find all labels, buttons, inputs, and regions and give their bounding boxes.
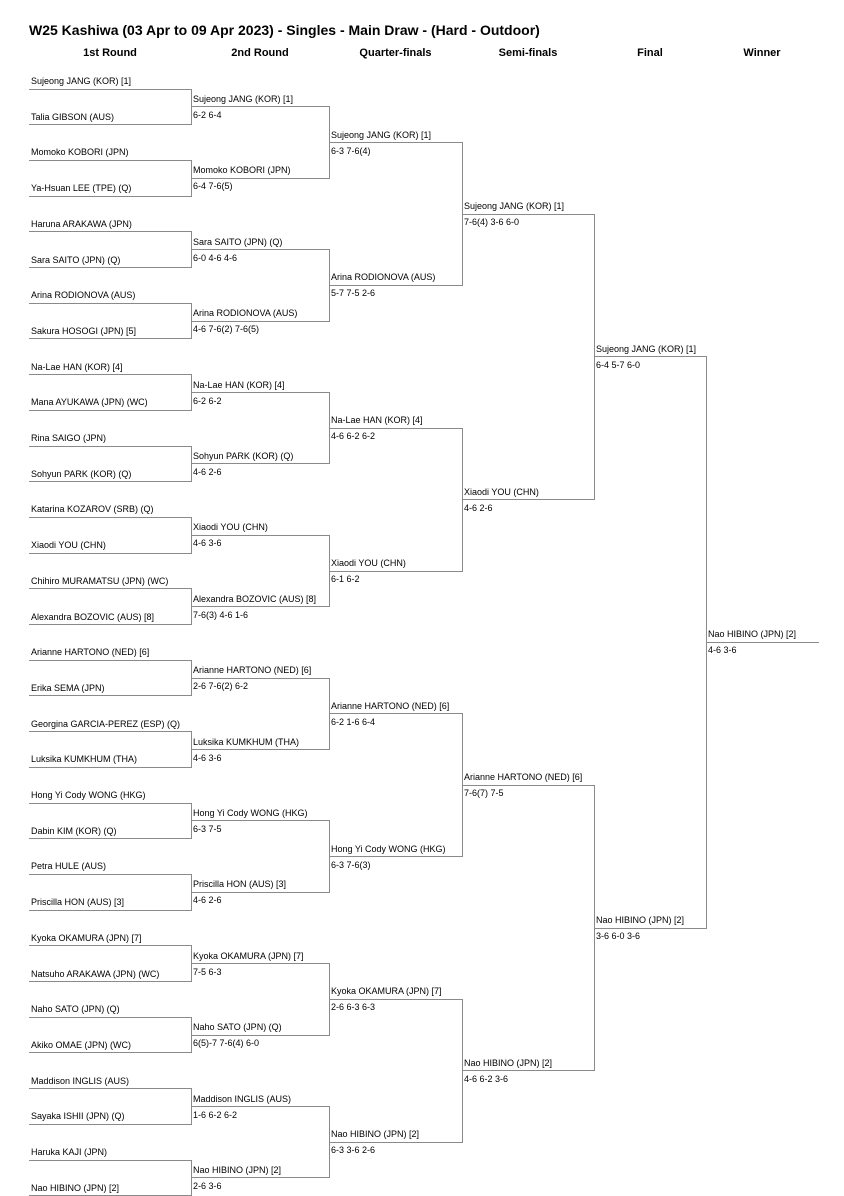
match-score: 4-6 2-6 [193, 467, 222, 478]
player-name: Hong Yi Cody WONG (HKG) [31, 790, 146, 801]
player-name: Sujeong JANG (KOR) [1] [193, 94, 293, 105]
bracket-line [29, 766, 192, 768]
bracket-line [29, 159, 192, 161]
round-header-2nd-round: 2nd Round [191, 47, 329, 59]
bracket-line [191, 891, 330, 893]
player-name: Arina RODIONOVA (AUS) [193, 308, 297, 319]
player-name: Luksika KUMKHUM (THA) [31, 754, 137, 765]
player-name: Arina RODIONOVA (AUS) [31, 290, 135, 301]
player-name: Sujeong JANG (KOR) [1] [31, 76, 131, 87]
bracket-line [706, 641, 819, 643]
bracket-line [191, 606, 330, 608]
bracket-line [191, 249, 330, 251]
player-name: Haruka KAJI (JPN) [31, 1147, 107, 1158]
bracket-line [329, 427, 463, 429]
player-name: Xiaodi YOU (CHN) [464, 487, 539, 498]
bracket-line [29, 1052, 192, 1054]
player-name: Mana AYUKAWA (JPN) (WC) [31, 397, 148, 408]
bracket-line [191, 749, 330, 751]
bracket-line [462, 499, 595, 501]
player-name: Talia GIBSON (AUS) [31, 112, 114, 123]
round-header-final: Final [594, 47, 706, 59]
match-score: 3-6 6-0 3-6 [596, 931, 640, 942]
player-name: Sujeong JANG (KOR) [1] [596, 344, 696, 355]
player-name: Alexandra BOZOVIC (AUS) [8] [31, 612, 154, 623]
match-score: 4-6 2-6 [464, 503, 493, 514]
match-score: 6-0 4-6 4-6 [193, 253, 237, 264]
match-score: 2-6 7-6(2) 6-2 [193, 681, 248, 692]
bracket-line [594, 927, 707, 929]
player-name: Nao HIBINO (JPN) [2] [708, 629, 796, 640]
player-name: Kyoka OKAMURA (JPN) [7] [193, 951, 304, 962]
match-score: 5-7 7-5 2-6 [331, 288, 375, 299]
bracket-line [329, 713, 463, 715]
bracket-line [191, 106, 330, 108]
bracket-line [29, 124, 192, 126]
match-score: 6-3 7-6(4) [331, 146, 371, 157]
bracket-line [191, 963, 330, 965]
player-name: Chihiro MURAMATSU (JPN) (WC) [31, 576, 168, 587]
round-header-quarter-finals: Quarter-finals [329, 47, 462, 59]
bracket-line [29, 1123, 192, 1125]
player-name: Dabin KIM (KOR) (Q) [31, 826, 117, 837]
player-name: Akiko OMAE (JPN) (WC) [31, 1040, 131, 1051]
match-score: 7-6(7) 7-5 [464, 788, 504, 799]
bracket-line [29, 1088, 192, 1090]
player-name: Maddison INGLIS (AUS) [193, 1094, 291, 1105]
bracket-line [29, 267, 192, 269]
draw-title: W25 Kashiwa (03 Apr to 09 Apr 2023) - Singles - Main Draw - (Hard - Outdoor) [29, 22, 540, 38]
bracket-line [594, 356, 707, 358]
bracket-line [29, 409, 192, 411]
player-name: Sara SAITO (JPN) (Q) [31, 255, 120, 266]
bracket-line [29, 1159, 192, 1161]
player-name: Nao HIBINO (JPN) [2] [596, 915, 684, 926]
bracket-line [29, 695, 192, 697]
match-score: 4-6 3-6 [193, 753, 222, 764]
player-name: Sakura HOSOGI (JPN) [5] [31, 326, 136, 337]
player-name: Priscilla HON (AUS) [3] [193, 879, 286, 890]
player-name: Nao HIBINO (JPN) [2] [464, 1058, 552, 1069]
match-score: 6-4 5-7 6-0 [596, 360, 640, 371]
match-score: 6-1 6-2 [331, 574, 360, 585]
player-name: Nao HIBINO (JPN) [2] [193, 1165, 281, 1176]
bracket-line [29, 302, 192, 304]
player-name: Xiaodi YOU (CHN) [31, 540, 106, 551]
match-score: 4-6 7-6(2) 7-6(5) [193, 324, 259, 335]
player-name: Arianne HARTONO (NED) [6] [464, 772, 582, 783]
bracket-line [29, 873, 192, 875]
round-header-1st-round: 1st Round [29, 47, 191, 59]
match-score: 7-6(4) 3-6 6-0 [464, 217, 519, 228]
player-name: Petra HULE (AUS) [31, 861, 106, 872]
bracket-line [462, 213, 595, 215]
player-name: Naho SATO (JPN) (Q) [193, 1022, 282, 1033]
player-name: Arianne HARTONO (NED) [6] [193, 665, 311, 676]
match-score: 4-6 6-2 3-6 [464, 1074, 508, 1085]
bracket-line [29, 731, 192, 733]
bracket-line [329, 142, 463, 144]
match-score: 6-3 7-5 [193, 824, 222, 835]
player-name: Luksika KUMKHUM (THA) [193, 737, 299, 748]
bracket-line [29, 445, 192, 447]
bracket-line [29, 552, 192, 554]
match-score: 7-6(3) 4-6 1-6 [193, 610, 248, 621]
bracket-line [29, 945, 192, 947]
player-name: Arina RODIONOVA (AUS) [331, 272, 435, 283]
player-name: Momoko KOBORI (JPN) [193, 165, 291, 176]
bracket-line [29, 659, 192, 661]
bracket-line [29, 516, 192, 518]
bracket-line [29, 909, 192, 911]
bracket-line [29, 838, 192, 840]
bracket-line [29, 624, 192, 626]
bracket-line [29, 338, 192, 340]
player-name: Haruna ARAKAWA (JPN) [31, 219, 132, 230]
match-score: 6-4 7-6(5) [193, 181, 233, 192]
player-name: Na-Lae HAN (KOR) [4] [31, 362, 123, 373]
player-name: Arianne HARTONO (NED) [6] [31, 647, 149, 658]
player-name: Priscilla HON (AUS) [3] [31, 897, 124, 908]
match-score: 4-6 3-6 [193, 538, 222, 549]
player-name: Nao HIBINO (JPN) [2] [31, 1183, 119, 1194]
player-name: Kyoka OKAMURA (JPN) [7] [31, 933, 142, 944]
match-score: 6-3 3-6 2-6 [331, 1145, 375, 1156]
bracket-line [29, 981, 192, 983]
match-score: 6-2 1-6 6-4 [331, 717, 375, 728]
match-score: 6-2 6-4 [193, 110, 222, 121]
player-name: Nao HIBINO (JPN) [2] [331, 1129, 419, 1140]
match-score: 6-2 6-2 [193, 396, 222, 407]
player-name: Sara SAITO (JPN) (Q) [193, 237, 282, 248]
player-name: Hong Yi Cody WONG (HKG) [193, 808, 308, 819]
player-name: Xiaodi YOU (CHN) [193, 522, 268, 533]
bracket-line [29, 588, 192, 590]
round-header-winner: Winner [706, 47, 818, 59]
match-score: 4-6 3-6 [708, 645, 737, 656]
match-score: 2-6 6-3 6-3 [331, 1002, 375, 1013]
match-score: 4-6 2-6 [193, 895, 222, 906]
bracket-line [191, 1177, 330, 1179]
bracket-line [191, 677, 330, 679]
bracket-line [329, 856, 463, 858]
player-name: Sujeong JANG (KOR) [1] [464, 201, 564, 212]
bracket-line [462, 784, 595, 786]
player-name: Alexandra BOZOVIC (AUS) [8] [193, 594, 316, 605]
player-name: Na-Lae HAN (KOR) [4] [193, 380, 285, 391]
bracket-line [191, 1034, 330, 1036]
player-name: Katarina KOZAROV (SRB) (Q) [31, 504, 154, 515]
player-name: Sujeong JANG (KOR) [1] [331, 130, 431, 141]
player-name: Naho SATO (JPN) (Q) [31, 1004, 120, 1015]
player-name: Sayaka ISHII (JPN) (Q) [31, 1111, 125, 1122]
player-name: Kyoka OKAMURA (JPN) [7] [331, 986, 442, 997]
bracket-line [191, 177, 330, 179]
bracket-line [29, 481, 192, 483]
player-name: Xiaodi YOU (CHN) [331, 558, 406, 569]
bracket-line [329, 998, 463, 1000]
player-name: Sohyun PARK (KOR) (Q) [193, 451, 293, 462]
player-name: Momoko KOBORI (JPN) [31, 147, 129, 158]
match-score: 2-6 3-6 [193, 1181, 222, 1192]
bracket-line [191, 392, 330, 394]
bracket-line [29, 374, 192, 376]
player-name: Hong Yi Cody WONG (HKG) [331, 844, 446, 855]
player-name: Sohyun PARK (KOR) (Q) [31, 469, 131, 480]
match-score: 4-6 6-2 6-2 [331, 431, 375, 442]
bracket-line [191, 320, 330, 322]
player-name: Maddison INGLIS (AUS) [31, 1076, 129, 1087]
bracket-line [191, 534, 330, 536]
match-score: 7-5 6-3 [193, 967, 222, 978]
bracket-line [29, 195, 192, 197]
player-name: Arianne HARTONO (NED) [6] [331, 701, 449, 712]
round-header-semi-finals: Semi-finals [462, 47, 594, 59]
bracket-line [29, 231, 192, 233]
match-score: 1-6 6-2 6-2 [193, 1110, 237, 1121]
player-name: Erika SEMA (JPN) [31, 683, 105, 694]
player-name: Georgina GARCIA-PEREZ (ESP) (Q) [31, 719, 180, 730]
match-score: 6-3 7-6(3) [331, 860, 371, 871]
player-name: Natsuho ARAKAWA (JPN) (WC) [31, 969, 159, 980]
bracket-line [191, 820, 330, 822]
bracket-line [462, 1070, 595, 1072]
bracket-line [329, 284, 463, 286]
bracket-line [29, 802, 192, 804]
bracket-line [329, 570, 463, 572]
bracket-line [191, 463, 330, 465]
bracket-line [329, 1141, 463, 1143]
player-name: Na-Lae HAN (KOR) [4] [331, 415, 423, 426]
bracket-line [29, 1016, 192, 1018]
player-name: Rina SAIGO (JPN) [31, 433, 106, 444]
bracket-line [191, 1106, 330, 1108]
bracket-line [29, 88, 192, 90]
player-name: Ya-Hsuan LEE (TPE) (Q) [31, 183, 131, 194]
match-score: 6(5)-7 7-6(4) 6-0 [193, 1038, 259, 1049]
